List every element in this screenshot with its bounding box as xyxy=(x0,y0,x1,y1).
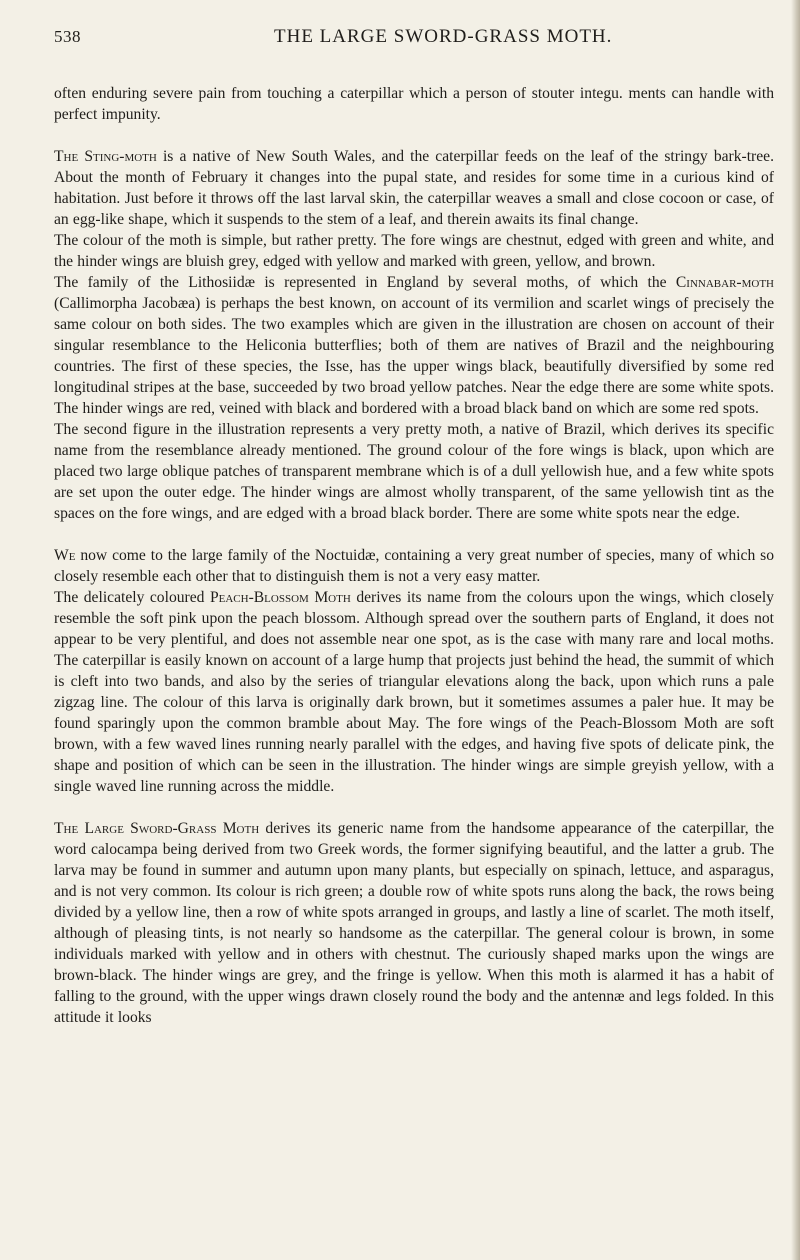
paragraph: We now come to the large family of the Noctuidæ, containing a very great number of species, many of which so closely resemble each other that to distinguish them is not a very easy matter. xyxy=(54,547,774,585)
species-name: Cinnabar-moth xyxy=(675,274,774,291)
page-edge-shadow xyxy=(791,0,800,1260)
section-lead: We xyxy=(54,547,76,564)
paragraph: The Sting-moth is a native of New South Wales, and the caterpillar feeds on the leaf of the stringy bark-tree. About the month of February it changes into the pupal state, and resides for some time in a curious kind of habitation. Just before it throws off the last larval skin, the caterpillar weaves a small and close cocoon or case, of an egg-like shape, which it suspends to the stem of a leaf, and therein awaits its final change. xyxy=(54,148,774,228)
page-header xyxy=(54,26,774,54)
species-name: Peach-Blossom Moth xyxy=(209,589,351,606)
page-number: 538 xyxy=(54,27,81,46)
paragraph: The colour of the moth is simple, but rather pretty. The fore wings are chestnut, edged with green and white, and the hinder wings are bluish grey, edged with yellow and marked with green, yellow, and brown. xyxy=(54,232,774,270)
paragraph: The family of the Lithosiidæ is represented in England by several moths, of which the Cinnabar-moth (Callimorpha Jacobæa) is perhaps the best known, on account of its vermilion and scarlet wings of precisely the same colour on both sides. The two examples which are given in the illustration are chosen on account of their singular resemblance to the Heliconia butterflies; both of them are natives of Brazil and the neighbouring countries. The first of these species, the Isse, has the upper wings black, beautifully diversified by some red longitudinal stripes at the base, succeeded by two broad yellow patches. Near the edge there are some white spots. The hinder wings are red, veined with black and bordered with a broad black band on which are some red spots. xyxy=(54,274,774,417)
paragraph: The Large Sword-Grass Moth derives its generic name from the handsome appearance of the caterpillar, the word calocampa being derived from two Greek words, the former signifying beautiful, and the latter a grub. The larva may be found in summer and autumn upon many plants, but especially on spinach, lettuce, and asparagus, and is not very common. Its colour is rich green; a double row of white spots runs along the back, the rows being divided by a yellow line, then a row of white spots arranged in groups, and lastly a line of scarlet. The moth itself, although of pleasing tints, is not nearly so handsome as the caterpillar. The general colour is brown, in some individuals marked with yellow and in others with chestnut. The curiously shaped marks upon the wings are brown-black. The hinder wings are grey, and the fringe is yellow. When this moth is alarmed it has a habit of falling to the ground, with the upper wings drawn closely round the body and the antennæ and legs folded. In this attitude it looks xyxy=(54,820,774,1026)
running-head: THE LARGE SWORD-GRASS MOTH. xyxy=(274,26,613,47)
species-name: The Large Sword-Grass Moth xyxy=(54,820,260,837)
paragraph: often enduring severe pain from touching a caterpillar which a person of stouter integu. ments can handle with perfect impunity. xyxy=(54,85,774,123)
body-text xyxy=(54,83,774,1028)
paragraph: The second figure in the illustration represents a very pretty moth, a native of Brazil, which derives its specific name from the resemblance already mentioned. The ground colour of the fore wings is black, upon which are placed two large oblique patches of transparent membrane which is of a dull yellowish hue, and a few white spots are set upon the outer edge. The hinder wings are almost wholly transparent, of the same yellowish tint as the spaces on the fore wings, and are edged with a broad black border. There are some white spots near the edge. xyxy=(54,421,774,522)
species-name: The Sting-moth xyxy=(54,148,157,165)
paragraph: The delicately coloured Peach-Blossom Moth derives its name from the colours upon the wings, which closely resemble the soft pink upon the peach blossom. Although spread over the southern parts of England, it does not appear to be very plentiful, and does not assemble near one spot, as is the case with many rare and local moths. The caterpillar is easily known on account of a large hump that projects just behind the head, the summit of which is cleft into two bands, and also by the series of triangular elevations along the back, upon which runs a pale zigzag line. The colour of this larva is originally dark brown, but it sometimes assumes a paler hue. It may be found sparingly upon the common bramble about May. The fore wings of the Peach-Blossom Moth are soft brown, with a few waved lines running nearly parallel with the edges, and having five spots of delicate pink, the shape and position of which can be seen in the illustration. The hinder wings are simple greyish yellow, with a single waved line running across the middle. xyxy=(54,589,774,795)
